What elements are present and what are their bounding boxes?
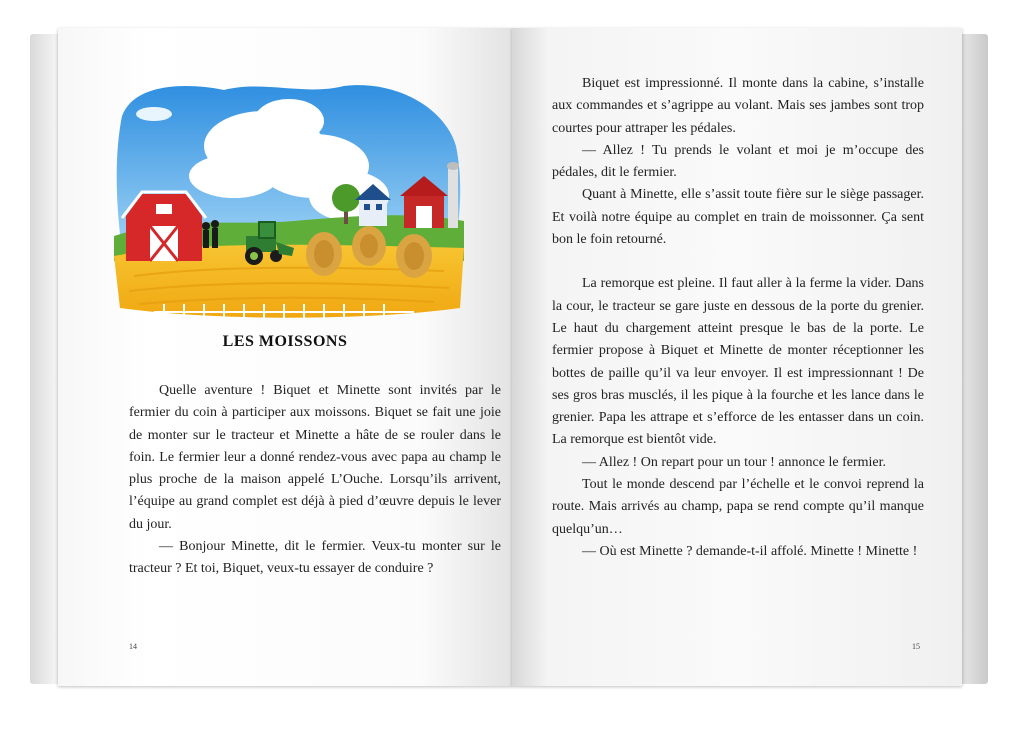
paragraph: — Où est Minette ? demande-t-il affolé. Minette ! Minette !	[582, 543, 918, 559]
right-page	[512, 28, 962, 686]
chapter-title: LES MOISSONS	[222, 333, 348, 350]
paragraph: Quant à Minette, elle s’assit toute fière sur le siège passager. Et voilà notre équipe au complet en train de moissonner. Ça sent bon le foin retourné.	[552, 187, 924, 248]
left-page	[58, 28, 512, 686]
open-book	[30, 28, 988, 688]
paragraph: Quelle aventure ! Biquet et Minette sont invités par le fermier du coin à participer aux moissons. Biquet se fait une joie de monter sur le tracteur et Minette a hâte de se rouler dans le foin. Le fermier leur a donné rendez-vous avec papa au champ le plus proche de la maison appelé L’Ouche. Lorsqu’ils arrivent, l’équipe au grand complet est déjà à pied d’œuvre depuis le lever du jour.	[129, 383, 501, 532]
page-number: 15	[912, 642, 920, 651]
farm-harvest-illustration	[114, 76, 464, 326]
paragraph: — Allez ! Tu prends le volant et moi je m’occupe des pédales, dit le fermier.	[552, 142, 924, 181]
page-number: 14	[129, 642, 137, 651]
paragraph: Tout le monde descend par l’échelle et le convoi reprend la route. Mais arrivés au champ, papa se rend compte qu’il manque quelqu’un…	[552, 477, 924, 537]
red-barn	[122, 192, 206, 261]
paragraph: — Allez ! On repart pour un tour ! annonce le fermier.	[582, 454, 887, 470]
right-page-text	[552, 73, 924, 563]
paragraph: Biquet est impressionné. Il monte dans la cabine, s’installe aux commandes et s’agrippe au volant. Mais ses jambes sont trop courtes pour attraper les pédales.	[552, 76, 924, 136]
paragraph: La remorque est pleine. Il faut aller à la ferme la vider. Dans la cour, le tracteur se gare juste en dessous de la porte du grenier. Le haut du chargement atteint presque le bas de la porte. Le fermier propose à Biquet et Minette de monter réceptionner les bottes de paille qu’il va leur envoyer. Il est impressionnant ! De ses gros bras musclés, il les pique à la fourche et les lance dans le grenier. Papa les attrape et s’efforce de les entasser dans un coin. La remorque est bientôt vide.	[552, 276, 924, 448]
paragraph: — Bonjour Minette, dit le fermier. Veux-tu monter sur le tracteur ? Et toi, Biquet, veux-tu essayer de conduire ?	[129, 539, 501, 577]
left-page-text	[129, 380, 501, 581]
